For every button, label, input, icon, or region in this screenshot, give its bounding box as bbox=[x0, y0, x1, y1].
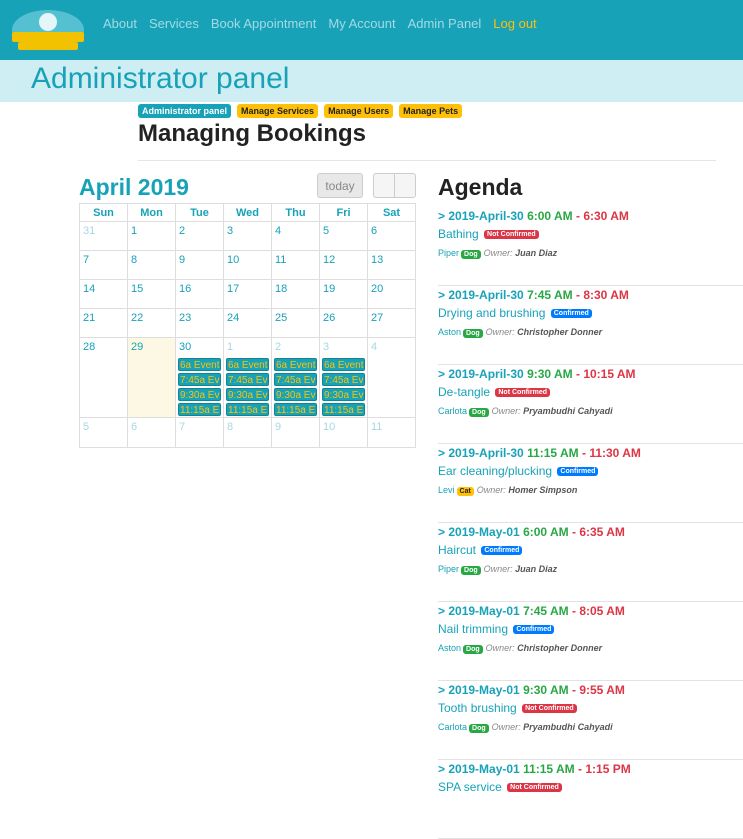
calendar-day[interactable] bbox=[368, 280, 416, 309]
service-name: Bathing bbox=[438, 227, 479, 241]
status-badge: Confirmed bbox=[513, 625, 554, 634]
agenda-time bbox=[438, 209, 629, 223]
calendar-day[interactable] bbox=[80, 251, 128, 280]
day-number[interactable]: 17 bbox=[227, 283, 240, 295]
day-number[interactable]: 15 bbox=[131, 283, 144, 295]
calendar-day[interactable] bbox=[128, 418, 176, 448]
owner-label: Owner: bbox=[476, 485, 506, 495]
calendar-day[interactable] bbox=[320, 309, 368, 338]
owner-label: Owner: bbox=[483, 248, 513, 258]
calendar-day[interactable] bbox=[128, 222, 176, 251]
day-number[interactable]: 7 bbox=[179, 421, 186, 433]
day-number[interactable]: 14 bbox=[83, 283, 96, 295]
pet-name: Levi bbox=[438, 485, 455, 495]
agenda-item[interactable] bbox=[438, 286, 743, 365]
status-badge: Not Confirmed bbox=[522, 704, 577, 713]
agenda-item[interactable] bbox=[438, 760, 743, 839]
agenda-start-time: 6:00 AM bbox=[523, 525, 569, 539]
weekday-header: Wed bbox=[224, 204, 272, 222]
calendar-day[interactable] bbox=[224, 280, 272, 309]
weekday-header: Mon bbox=[128, 204, 176, 222]
agenda-time bbox=[438, 683, 625, 697]
agenda-end-time: 11:30 AM bbox=[589, 446, 641, 460]
calendar-event[interactable]: 7:45a Ev bbox=[180, 375, 220, 386]
day-number[interactable]: 18 bbox=[275, 283, 288, 295]
time-separator: - bbox=[568, 683, 580, 697]
agenda-pet-info bbox=[438, 564, 557, 574]
time-separator: - bbox=[578, 446, 590, 460]
pet-name: Aston bbox=[438, 643, 462, 653]
calendar-day[interactable] bbox=[224, 338, 272, 418]
owner-name: Christopher Donner bbox=[517, 327, 603, 337]
agenda-end-time: 8:05 AM bbox=[579, 604, 625, 618]
agenda-end-time: 8:30 AM bbox=[583, 288, 629, 302]
calendar-title: April 2019 bbox=[79, 174, 189, 200]
calendar-day[interactable] bbox=[224, 251, 272, 280]
nav-link-admin-panel[interactable]: Admin Panel bbox=[407, 15, 482, 31]
calendar-event[interactable]: 11:15a E bbox=[276, 405, 316, 416]
calendar-day[interactable] bbox=[128, 280, 176, 309]
service-name: Tooth brushing bbox=[438, 701, 517, 715]
day-number[interactable]: 24 bbox=[227, 312, 240, 324]
calendar-event[interactable]: 11:15a E bbox=[228, 405, 268, 416]
calendar-day[interactable] bbox=[176, 280, 224, 309]
agenda-date: > 2019-April-30 bbox=[438, 209, 524, 223]
day-number[interactable]: 13 bbox=[371, 254, 384, 266]
calendar-event[interactable]: 6a Event bbox=[228, 360, 268, 371]
day-number[interactable]: 11 bbox=[275, 254, 287, 266]
agenda-end-time: 6:30 AM bbox=[583, 209, 629, 223]
agenda-pet-info bbox=[438, 248, 557, 258]
agenda-end-time: 6:35 AM bbox=[579, 525, 625, 539]
time-separator: - bbox=[574, 762, 586, 776]
pet-type-badge: Dog bbox=[469, 408, 489, 417]
badge-manage-users[interactable]: Manage Users bbox=[324, 104, 393, 118]
agenda-start-time: 7:45 AM bbox=[523, 604, 569, 618]
agenda-date: > 2019-April-30 bbox=[438, 288, 524, 302]
owner-name: Pryambudhi Cahyadi bbox=[523, 406, 613, 416]
day-number[interactable]: 2 bbox=[275, 341, 282, 353]
day-number[interactable]: 6 bbox=[131, 421, 138, 433]
calendar-day[interactable] bbox=[224, 309, 272, 338]
day-number[interactable]: 31 bbox=[83, 225, 96, 237]
agenda-item[interactable] bbox=[438, 602, 743, 681]
owner-label: Owner: bbox=[485, 327, 515, 337]
badge-manage-services[interactable]: Manage Services bbox=[237, 104, 318, 118]
calendar-day[interactable] bbox=[80, 280, 128, 309]
admin-breadcrumb bbox=[138, 104, 462, 118]
time-separator: - bbox=[568, 525, 580, 539]
service-name: SPA service bbox=[438, 780, 502, 794]
day-number[interactable]: 8 bbox=[227, 421, 234, 433]
agenda-start-time: 9:30 AM bbox=[527, 367, 573, 381]
calendar-day[interactable] bbox=[368, 222, 416, 251]
owner-label: Owner: bbox=[491, 406, 521, 416]
calendar-day[interactable] bbox=[272, 418, 320, 448]
calendar-event[interactable]: 9:30a Ev bbox=[276, 390, 316, 401]
day-number[interactable]: 19 bbox=[323, 283, 336, 295]
day-number[interactable]: 3 bbox=[227, 225, 234, 237]
day-number[interactable]: 4 bbox=[275, 225, 282, 237]
pet-name: Carlota bbox=[438, 406, 468, 416]
owner-name: Pryambudhi Cahyadi bbox=[523, 722, 613, 732]
owner-label: Owner: bbox=[485, 643, 515, 653]
agenda-service bbox=[438, 227, 539, 241]
page-title: Administrator panel bbox=[31, 62, 290, 95]
calendar-day[interactable] bbox=[80, 418, 128, 448]
calendar-grid bbox=[79, 203, 416, 448]
calendar-event[interactable]: 9:30a Ev bbox=[324, 390, 364, 401]
calendar-day[interactable] bbox=[176, 222, 224, 251]
pet-name: Piper bbox=[438, 248, 460, 258]
agenda-date: > 2019-May-01 bbox=[438, 525, 520, 539]
agenda-start-time: 9:30 AM bbox=[523, 683, 569, 697]
time-separator: - bbox=[572, 288, 584, 302]
pet-type-badge: Dog bbox=[463, 329, 483, 338]
agenda-end-time: 10:15 AM bbox=[583, 367, 636, 381]
agenda-pet-info bbox=[438, 643, 602, 653]
owner-name: Juan Diaz bbox=[515, 248, 558, 258]
agenda-item[interactable] bbox=[438, 207, 743, 286]
calendar-day[interactable] bbox=[80, 338, 128, 418]
calendar-day[interactable] bbox=[224, 222, 272, 251]
day-number[interactable]: 28 bbox=[83, 341, 96, 353]
calendar-day[interactable] bbox=[272, 280, 320, 309]
day-number[interactable]: 10 bbox=[323, 421, 336, 433]
calendar-day[interactable] bbox=[272, 309, 320, 338]
agenda-start-time: 6:00 AM bbox=[527, 209, 573, 223]
day-number[interactable]: 23 bbox=[179, 312, 192, 324]
day-number[interactable]: 30 bbox=[179, 341, 192, 353]
calendar-day[interactable] bbox=[368, 338, 416, 418]
agenda-service bbox=[438, 385, 550, 399]
calendar-day[interactable] bbox=[368, 309, 416, 338]
day-number[interactable]: 16 bbox=[179, 283, 192, 295]
owner-label: Owner: bbox=[483, 564, 513, 574]
day-number[interactable]: 9 bbox=[275, 421, 282, 433]
weekday-header: Thu bbox=[272, 204, 320, 222]
nav-link-book-appointment[interactable]: Book Appointment bbox=[210, 15, 317, 31]
day-number[interactable]: 6 bbox=[371, 225, 378, 237]
calendar-event[interactable]: 7:45a Ev bbox=[228, 375, 268, 386]
calendar-day[interactable] bbox=[368, 418, 416, 448]
agenda-date: > 2019-May-01 bbox=[438, 604, 520, 618]
owner-name: Juan Diaz bbox=[515, 564, 558, 574]
status-badge: Not Confirmed bbox=[484, 230, 539, 239]
calendar-day[interactable] bbox=[320, 222, 368, 251]
agenda-service bbox=[438, 543, 522, 557]
day-number[interactable]: 9 bbox=[179, 254, 186, 266]
agenda-pet-info bbox=[438, 485, 577, 495]
calendar-event[interactable]: 6a Event bbox=[324, 360, 364, 371]
weekday-header: Tue bbox=[176, 204, 224, 222]
agenda-item[interactable] bbox=[438, 681, 743, 760]
service-name: Ear cleaning/plucking bbox=[438, 464, 553, 478]
status-badge: Not Confirmed bbox=[507, 783, 562, 792]
calendar-event[interactable]: 6a Event bbox=[180, 360, 220, 371]
calendar-day[interactable] bbox=[176, 251, 224, 280]
next-month-button[interactable] bbox=[394, 173, 416, 198]
agenda-service bbox=[438, 780, 562, 794]
weekday-header: Fri bbox=[320, 204, 368, 222]
weekday-header: Sun bbox=[80, 204, 128, 222]
calendar-day[interactable] bbox=[272, 222, 320, 251]
agenda-service bbox=[438, 622, 554, 636]
agenda-item[interactable] bbox=[438, 523, 743, 602]
agenda-date: > 2019-May-01 bbox=[438, 683, 520, 697]
pet-type-badge: Cat bbox=[457, 487, 474, 496]
day-number[interactable]: 3 bbox=[323, 341, 330, 353]
day-number[interactable]: 11 bbox=[371, 421, 383, 433]
nav-link-about[interactable]: About bbox=[103, 15, 137, 31]
nav-links bbox=[103, 0, 549, 46]
status-badge: Confirmed bbox=[551, 309, 592, 318]
status-badge: Confirmed bbox=[481, 546, 522, 555]
pet-name: Carlota bbox=[438, 722, 468, 732]
service-name: Nail trimming bbox=[438, 622, 509, 636]
nav-link-my-account[interactable]: My Account bbox=[328, 15, 396, 31]
agenda-start-time: 11:15 AM bbox=[523, 762, 575, 776]
calendar-day[interactable] bbox=[320, 251, 368, 280]
day-number[interactable]: 7 bbox=[83, 254, 90, 266]
time-separator: - bbox=[568, 604, 580, 618]
calendar-day[interactable] bbox=[176, 309, 224, 338]
pet-name: Aston bbox=[438, 327, 462, 337]
agenda-time bbox=[438, 446, 641, 460]
calendar-event[interactable]: 9:30a Ev bbox=[228, 390, 268, 401]
divider bbox=[138, 160, 716, 161]
calendar-day[interactable] bbox=[80, 222, 128, 251]
agenda-date: > 2019-April-30 bbox=[438, 446, 524, 460]
agenda-start-time: 7:45 AM bbox=[527, 288, 573, 302]
calendar-event[interactable]: 11:15a E bbox=[324, 405, 364, 416]
calendar-day[interactable] bbox=[176, 418, 224, 448]
agenda-pet-info bbox=[438, 406, 613, 416]
time-separator: - bbox=[572, 209, 584, 223]
day-number[interactable]: 10 bbox=[227, 254, 240, 266]
prev-month-button[interactable] bbox=[373, 173, 395, 198]
service-name: Haircut bbox=[438, 543, 477, 557]
logout-link[interactable]: Log out bbox=[493, 15, 537, 31]
day-number[interactable]: 27 bbox=[371, 312, 384, 324]
agenda-time bbox=[438, 762, 631, 776]
navbar bbox=[0, 0, 743, 60]
weekday-header: Sat bbox=[368, 204, 416, 222]
day-number[interactable]: 22 bbox=[131, 312, 144, 324]
agenda-end-time: 1:15 PM bbox=[585, 762, 631, 776]
agenda-time bbox=[438, 604, 625, 618]
calendar-event[interactable]: 7:45a Ev bbox=[276, 375, 316, 386]
pet-type-badge: Dog bbox=[461, 250, 481, 259]
agenda-service bbox=[438, 464, 598, 478]
day-number[interactable]: 5 bbox=[83, 421, 90, 433]
agenda-item[interactable] bbox=[438, 365, 743, 444]
calendar-day[interactable] bbox=[128, 309, 176, 338]
day-number[interactable]: 1 bbox=[227, 341, 234, 353]
badge-manage-pets[interactable]: Manage Pets bbox=[399, 104, 462, 118]
agenda-date: > 2019-May-01 bbox=[438, 762, 520, 776]
calendar-day[interactable] bbox=[272, 338, 320, 418]
day-number[interactable]: 1 bbox=[131, 225, 138, 237]
day-number[interactable]: 21 bbox=[83, 312, 96, 324]
badge-administrator-panel[interactable]: Administrator panel bbox=[138, 104, 231, 118]
day-number[interactable]: 4 bbox=[371, 341, 378, 353]
day-number[interactable]: 2 bbox=[179, 225, 186, 237]
time-separator: - bbox=[572, 367, 584, 381]
day-number[interactable]: 12 bbox=[323, 254, 336, 266]
day-number[interactable]: 20 bbox=[371, 283, 384, 295]
calendar-day[interactable] bbox=[128, 338, 176, 418]
agenda-pet-info bbox=[438, 722, 613, 732]
calendar-day[interactable] bbox=[272, 251, 320, 280]
agenda-end-time: 9:55 AM bbox=[579, 683, 625, 697]
pet-name: Piper bbox=[438, 564, 460, 574]
calendar-event[interactable]: 6a Event bbox=[276, 360, 316, 371]
nav-link-services[interactable]: Services bbox=[148, 15, 199, 31]
day-number[interactable]: 26 bbox=[323, 312, 336, 324]
day-number[interactable]: 5 bbox=[323, 225, 330, 237]
calendar-day[interactable] bbox=[80, 309, 128, 338]
agenda-start-time: 11:15 AM bbox=[527, 446, 579, 460]
status-badge: Confirmed bbox=[557, 467, 598, 476]
today-button[interactable]: today bbox=[317, 173, 363, 198]
agenda-time bbox=[438, 367, 636, 381]
page-header bbox=[0, 60, 743, 102]
calendar-day[interactable] bbox=[320, 418, 368, 448]
calendar-event[interactable]: 9:30a Ev bbox=[180, 390, 220, 401]
agenda-item[interactable] bbox=[438, 444, 743, 523]
calendar-event[interactable]: 7:45a Ev bbox=[324, 375, 364, 386]
pet-type-badge: Dog bbox=[463, 645, 483, 654]
owner-label: Owner: bbox=[491, 722, 521, 732]
pet-type-badge: Dog bbox=[461, 566, 481, 575]
agenda-time bbox=[438, 288, 629, 302]
calendar-day[interactable] bbox=[368, 251, 416, 280]
owner-name: Christopher Donner bbox=[517, 643, 603, 653]
amazing-pet-grooming-logo[interactable] bbox=[8, 8, 88, 52]
agenda-service bbox=[438, 306, 592, 320]
section-title: Managing Bookings bbox=[138, 120, 366, 147]
agenda-service bbox=[438, 701, 577, 715]
owner-name: Homer Simpson bbox=[508, 485, 578, 495]
calendar-day[interactable] bbox=[128, 251, 176, 280]
agenda-list bbox=[438, 207, 743, 839]
agenda-time bbox=[438, 525, 625, 539]
service-name: Drying and brushing bbox=[438, 306, 546, 320]
day-number[interactable]: 25 bbox=[275, 312, 288, 324]
day-number[interactable]: 29 bbox=[131, 341, 144, 353]
agenda-title: Agenda bbox=[438, 174, 523, 200]
day-number[interactable]: 8 bbox=[131, 254, 138, 266]
calendar-day[interactable] bbox=[176, 338, 224, 418]
calendar-day[interactable] bbox=[320, 338, 368, 418]
status-badge: Not Confirmed bbox=[495, 388, 550, 397]
calendar-event[interactable]: 11:15a E bbox=[180, 405, 220, 416]
service-name: De-tangle bbox=[438, 385, 491, 399]
agenda-date: > 2019-April-30 bbox=[438, 367, 524, 381]
calendar-day[interactable] bbox=[224, 418, 272, 448]
pet-type-badge: Dog bbox=[469, 724, 489, 733]
calendar-day[interactable] bbox=[320, 280, 368, 309]
agenda-pet-info bbox=[438, 327, 602, 337]
